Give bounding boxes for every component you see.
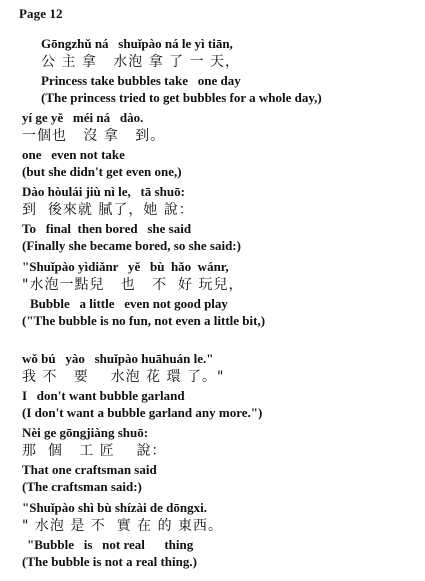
- pinyin-line: Dào hòulái jiù nì le, tā shuō:: [22, 184, 185, 199]
- chinese-line: "水泡一點兒 也 不 好 玩兒，: [22, 277, 244, 293]
- pinyin-line: Gōngzhǔ ná shuǐpào ná le yì tiān,: [41, 36, 233, 51]
- translation-line: (The bubble is not a real thing.): [22, 554, 197, 569]
- chinese-line: " 水泡 是 不 實 在 的 東西。: [22, 518, 224, 534]
- gloss-line: I don't want bubble garland: [22, 388, 185, 403]
- gloss-line: one even not take: [22, 147, 125, 162]
- translation-line: (but she didn't get even one,): [22, 164, 182, 179]
- page-number: Page 12: [19, 6, 63, 21]
- translation-line: ("The bubble is no fun, not even a little bit,): [22, 313, 266, 328]
- chinese-line: 一個也 沒 拿 到。: [22, 128, 166, 144]
- chinese-line: 到 後來就 膩了，她 說：: [22, 202, 194, 218]
- chinese-line: 我 不 要 水泡 花 環 了。": [22, 369, 225, 385]
- pinyin-line: wǒ bú yào shuǐpào huāhuán le.": [22, 351, 214, 366]
- gloss-line: Bubble a little even not good play: [30, 296, 228, 311]
- gloss-line: "Bubble is not real thing: [27, 537, 194, 552]
- chinese-line: 那 個 工 匠 說：: [22, 443, 167, 459]
- translation-line: (The princess tried to get bubbles for a whole day,): [41, 90, 322, 105]
- pinyin-line: yí ge yě méi ná dào.: [22, 110, 144, 125]
- chinese-line: 公 主 拿 水泡 拿 了 一 天，: [41, 54, 241, 70]
- translation-line: (The craftsman said:): [22, 479, 142, 494]
- translation-line: (I don't want a bubble garland any more."): [22, 405, 263, 420]
- translation-line: (Finally she became bored, so she said:): [22, 238, 241, 253]
- gloss-line: That one craftsman said: [22, 462, 157, 477]
- gloss-line: Princess take bubbles take one day: [41, 73, 241, 88]
- pinyin-line: "Shuǐpào yìdiǎnr yě bù hǎo wánr,: [22, 259, 229, 274]
- gloss-line: To final then bored she said: [22, 221, 192, 236]
- pinyin-line: Nèi ge gōngjiàng shuō:: [22, 425, 149, 440]
- pinyin-line: "Shuǐpào shì bù shízài de dōngxi.: [22, 500, 207, 515]
